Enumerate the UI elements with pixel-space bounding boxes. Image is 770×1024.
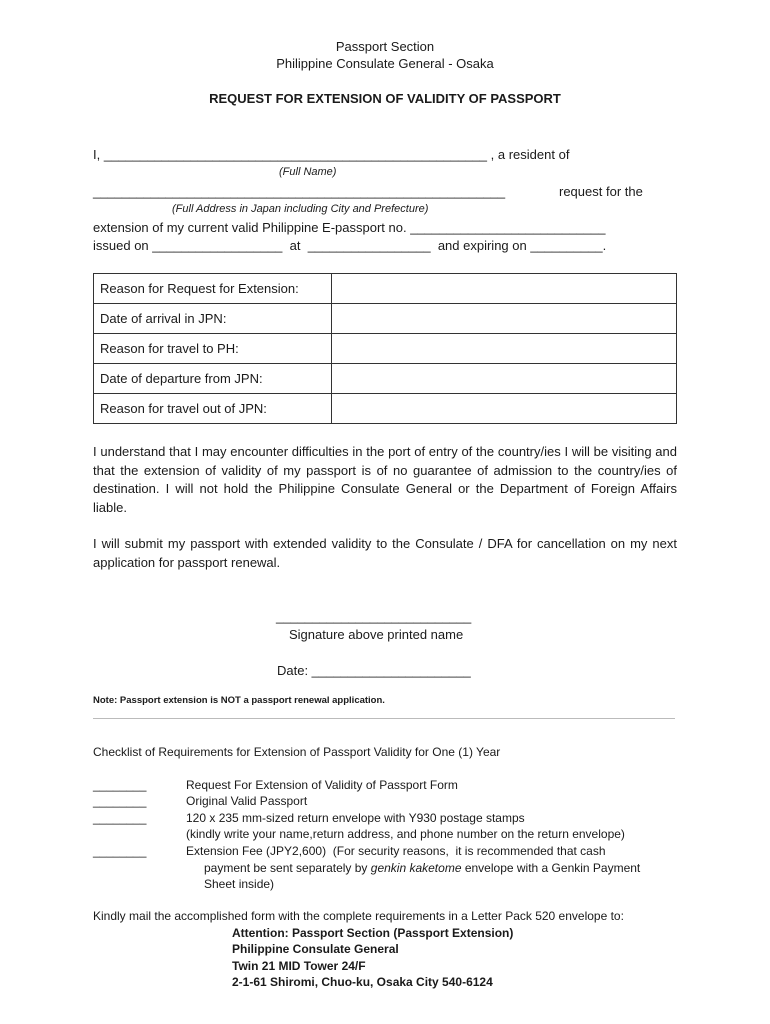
checklist-title: Checklist of Requirements for Extension of Passport Validity for One (1) Year [93, 745, 501, 759]
signature-line[interactable]: ___________________________ [276, 609, 472, 624]
mailing-building: Twin 21 MID Tower 24/F [232, 959, 366, 973]
reason-label: Reason for Request for Extension: [94, 274, 332, 304]
fee-line-3: Sheet inside) [204, 877, 275, 891]
travel-ph-label: Reason for travel to PH: [94, 334, 332, 364]
arrival-value-cell[interactable] [332, 304, 677, 334]
checkbox-blank[interactable]: ________ [93, 794, 147, 808]
departure-label: Date of departure from JPN: [94, 364, 332, 394]
mailing-attention: Attention: Passport Section (Passport Extension) [232, 926, 514, 940]
checklist-item: Request For Extension of Validity of Passport Form [186, 778, 458, 792]
declaration-line-1 [93, 147, 569, 162]
envelope-note: (kindly write your name,return address, and phone number on the return envelope) [186, 827, 625, 841]
travel-out-label: Reason for travel out of JPN: [94, 394, 332, 424]
table-row [94, 364, 677, 394]
declaration-request: request for the [559, 184, 643, 199]
fee-line-2-post: envelope with a Genkin Payment [461, 861, 641, 875]
renewal-note: Note: Passport extension is NOT a passport renewal application. [93, 695, 385, 706]
departure-value-cell[interactable] [332, 364, 677, 394]
table-row [94, 334, 677, 364]
signature-caption: Signature above printed name [289, 627, 464, 642]
mailing-intro: Kindly mail the accomplished form with the complete requirements in a Letter Pack 520 envelope to: [93, 909, 624, 923]
genkin-kaketome-term: genkin kaketome [370, 861, 462, 875]
address-blank[interactable]: _________________________________________________________ [93, 184, 506, 199]
consulate-heading: Philippine Consulate General - Osaka [276, 56, 494, 71]
full-name-caption: (Full Name) [279, 166, 337, 178]
section-heading: Passport Section [335, 39, 435, 54]
declaration-start: I, [93, 147, 104, 162]
checklist-item: 120 x 235 mm-sized return envelope with Y930 postage stamps [186, 811, 525, 825]
fee-line-2-pre: payment be sent separately by [204, 861, 371, 875]
checkbox-blank[interactable]: ________ [93, 778, 147, 792]
fee-line-2 [204, 861, 640, 875]
checklist-item: Extension Fee (JPY2,600) (For security reasons, it is recommended that cash [186, 844, 606, 858]
passport-number-line[interactable]: extension of my current valid Philippine E-passport no. ___________________________ [93, 220, 606, 235]
checkbox-blank[interactable]: ________ [93, 844, 147, 858]
page-title: REQUEST FOR EXTENSION OF VALIDITY OF PASSPORT [209, 91, 561, 106]
mailing-recipient: Philippine Consulate General [232, 942, 399, 956]
table-row [94, 394, 677, 424]
checkbox-blank[interactable]: ________ [93, 811, 147, 825]
mailing-street: 2-1-61 Shiromi, Chuo-ku, Osaka City 540-6124 [232, 975, 493, 989]
table-row [94, 274, 677, 304]
travel-out-value-cell[interactable] [332, 394, 677, 424]
declaration-resident: , a resident of [487, 147, 570, 162]
understanding-statement: I understand that I may encounter difficulties in the port of entry of the country/ies I will be visiting and that the extension of validity of my passport is of no guarantee of admission to the country/ies of destination. I will not hold the Philippine Consulate General or the Department of Foreign Affairs liable. [93, 444, 677, 515]
submission-statement: I will submit my passport with extended validity to the Consulate / DFA for cancellation on my next application for passport renewal. [93, 536, 677, 570]
reason-value-cell[interactable] [332, 274, 677, 304]
reasons-table [93, 273, 677, 424]
date-field[interactable]: Date: ______________________ [277, 663, 471, 678]
full-name-blank[interactable]: _____________________________________________________ [103, 147, 488, 162]
address-caption: (Full Address in Japan including City and Prefecture) [172, 203, 429, 215]
issue-expiry-line[interactable]: issued on __________________ at _________________ and expiring on __________. [93, 238, 607, 253]
table-row [94, 304, 677, 334]
arrival-label: Date of arrival in JPN: [94, 304, 332, 334]
travel-ph-value-cell[interactable] [332, 334, 677, 364]
checklist-item: Original Valid Passport [186, 794, 308, 808]
divider [93, 718, 675, 719]
